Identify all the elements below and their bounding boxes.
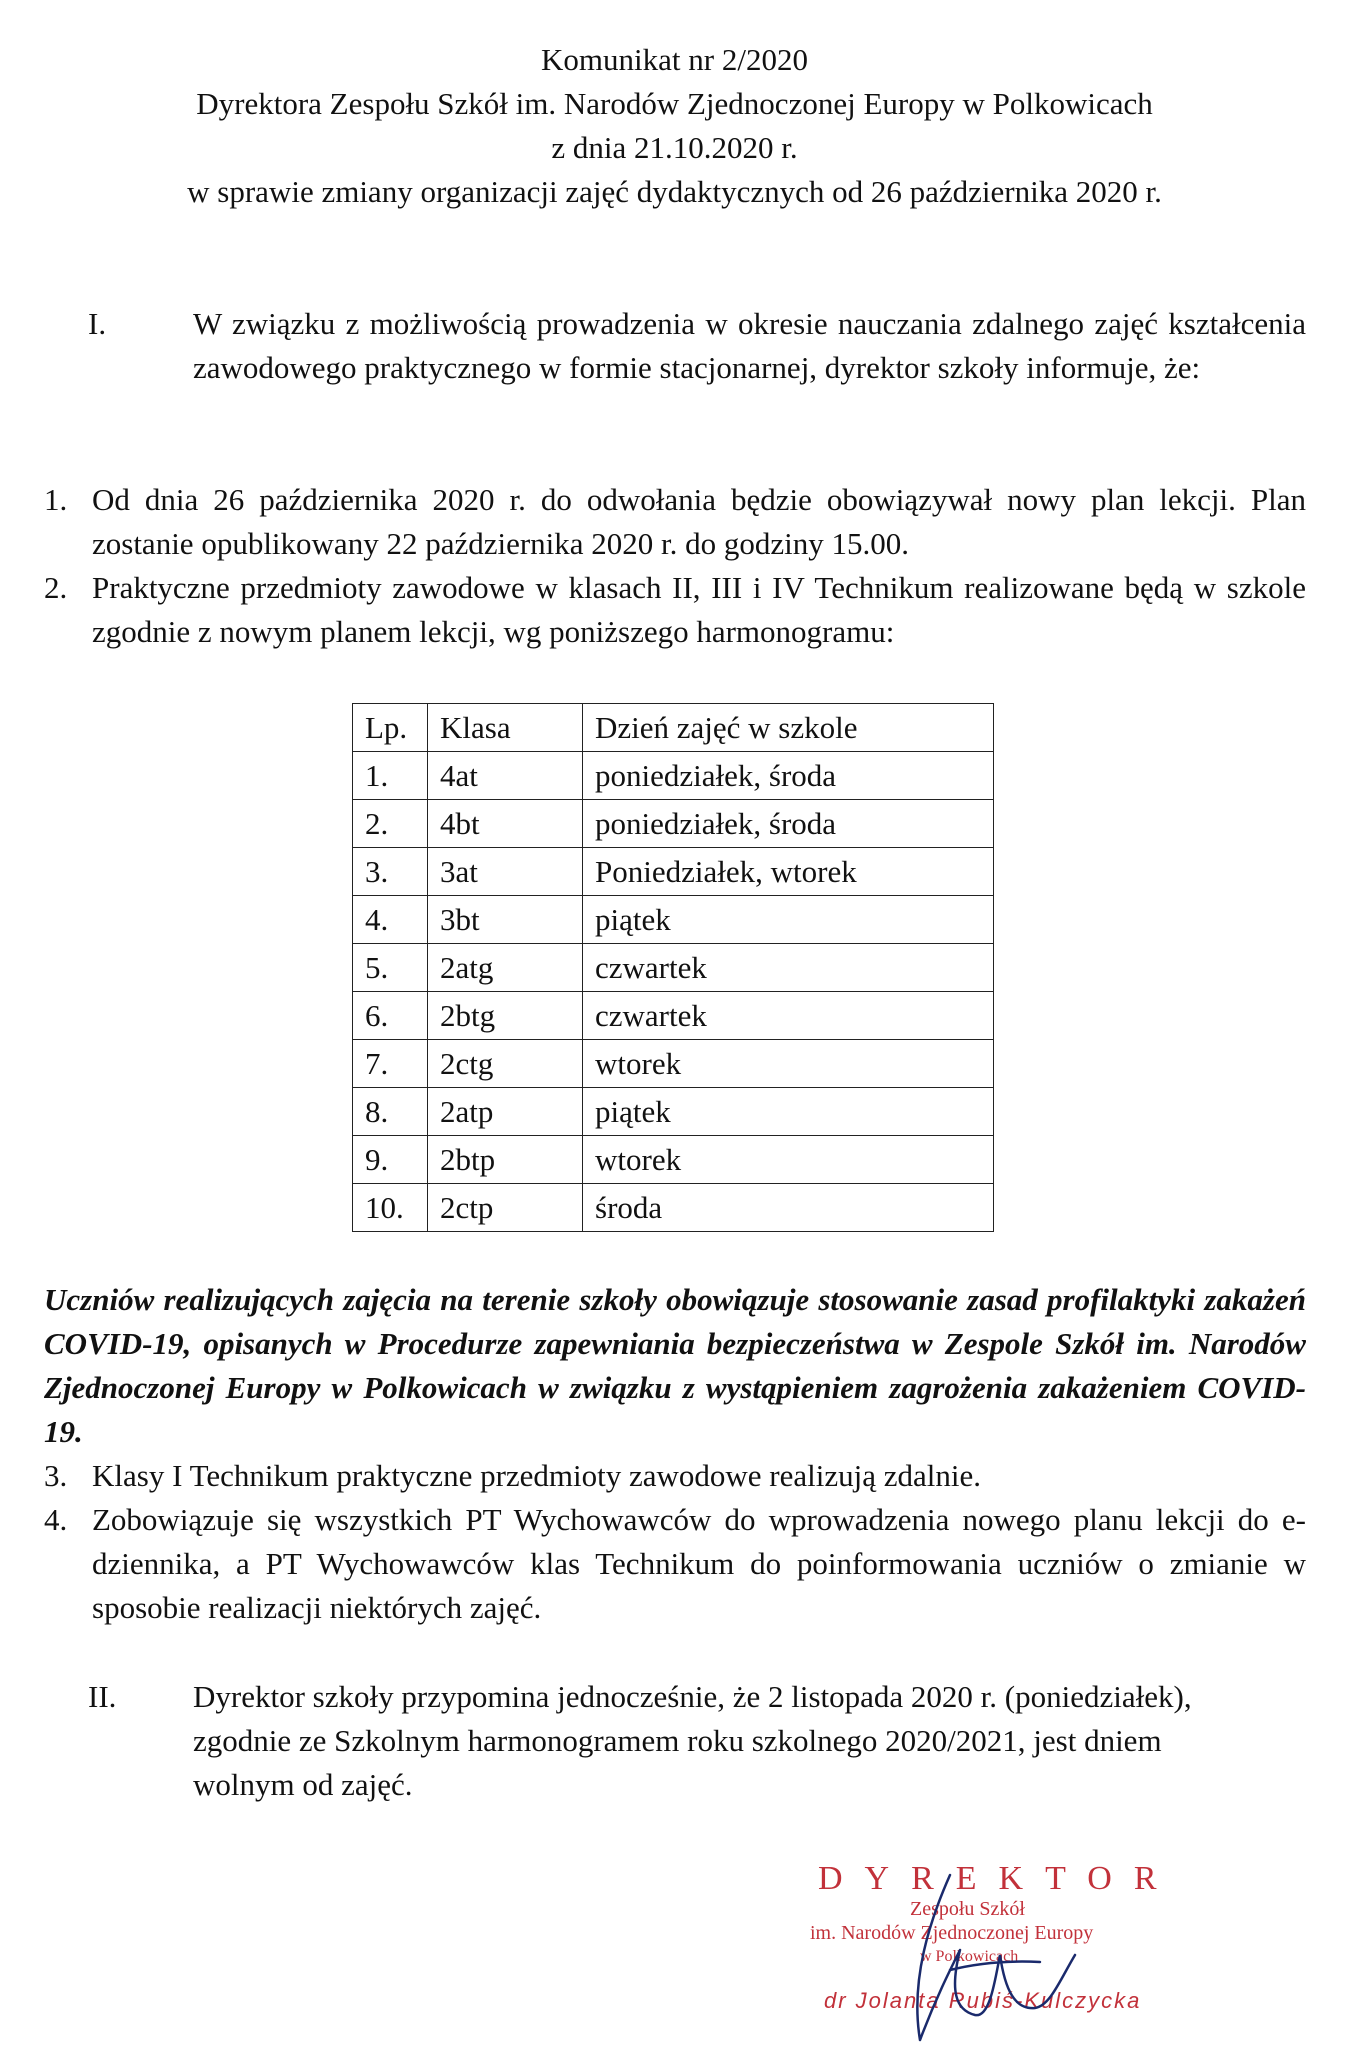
- table-row: [353, 800, 994, 848]
- schedule-table: [352, 703, 994, 1232]
- document-header: [0, 38, 1349, 214]
- table-header-row: [353, 704, 994, 752]
- list-item: [44, 566, 1306, 654]
- cell-lp: 10.: [353, 1184, 428, 1232]
- table-row: [353, 1088, 994, 1136]
- cell-klasa: 3bt: [428, 896, 583, 944]
- cell-dzien: Poniedziałek, wtorek: [583, 848, 994, 896]
- list-item-text: Praktyczne przedmioty zawodowe w klasach II, III i IV Technikum realizowane będą w szkole zgodnie z nowym planem lekcji, wg poniższego harmonogramu:: [92, 570, 1306, 649]
- list-items-1-2: [44, 478, 1306, 654]
- covid-note: Uczniów realizujących zajęcia na terenie szkoły obowiązuje stosowanie zasad profilaktyki zakażeń COVID-19, opisanych w Procedurze zapewniania bezpieczeństwa w Zespole Szkół im. Narodów Zjednoczonej Europy w Polkowicach w związku z wystąpieniem zagrożenia zakażeniem COVID-19.: [44, 1282, 1306, 1449]
- section-1-text: W związku z możliwością prowadzenia w okresie nauczania zdalnego zajęć kształcenia zawodowego praktycznego w formie stacjonarnej, dyrektor szkoły informuje, że:: [193, 306, 1306, 385]
- cell-klasa: 2btg: [428, 992, 583, 1040]
- list-item-text: Zobowiązuje się wszystkich PT Wychowawców do wprowadzenia nowego planu lekcji do e-dziennika, a PT Wychowawców klas Technikum do poinformowania uczniów o zmianie w sposobie realizacji niektórych zajęć.: [92, 1502, 1306, 1625]
- cell-klasa: 2ctp: [428, 1184, 583, 1232]
- cell-dzien: piątek: [583, 1088, 994, 1136]
- stamp-line-2: im. Narodów Zjednoczonej Europy: [810, 1922, 1094, 1944]
- list-item: [44, 478, 1306, 566]
- cell-lp: 4.: [353, 896, 428, 944]
- table-row: [353, 992, 994, 1040]
- cell-dzien: czwartek: [583, 992, 994, 1040]
- cell-klasa: 3at: [428, 848, 583, 896]
- cell-dzien: wtorek: [583, 1040, 994, 1088]
- list-item-text: Od dnia 26 października 2020 r. do odwołania będzie obowiązywał nowy plan lekcji. Plan zostanie opublikowany 22 października 2020 r. do godziny 15.00.: [92, 482, 1306, 561]
- cell-lp: 6.: [353, 992, 428, 1040]
- list-item-number: 1.: [44, 482, 68, 517]
- list-item: [44, 1498, 1306, 1630]
- list-items-3-4: [44, 1454, 1306, 1630]
- header-date: z dnia 21.10.2020 r.: [551, 130, 798, 165]
- cell-dzien: środa: [583, 1184, 994, 1232]
- list-item-number: 4.: [44, 1502, 68, 1537]
- stamp-line-1: Zespołu Szkół: [910, 1898, 1025, 1920]
- cell-dzien: piątek: [583, 896, 994, 944]
- table-row: [353, 752, 994, 800]
- cell-lp: 1.: [353, 752, 428, 800]
- cell-lp: 5.: [353, 944, 428, 992]
- stamp-name: dr Jolanta Rubiś-Kulczycka: [824, 1988, 1142, 2013]
- cell-klasa: 2atg: [428, 944, 583, 992]
- header-subject: w sprawie zmiany organizacji zajęć dydaktycznych od 26 października 2020 r.: [187, 174, 1162, 209]
- cell-lp: 8.: [353, 1088, 428, 1136]
- cell-lp: 9.: [353, 1136, 428, 1184]
- section-2: [88, 1675, 1306, 1815]
- section-2-text: Dyrektor szkoły przypomina jednocześnie, że 2 listopada 2020 r. (poniedziałek), zgodnie ze Szkolnym harmonogramem roku szkolnego 2020/2021, jest dniem wolnym od zajęć.: [193, 1679, 1192, 1802]
- stamp-title: DYREKTOR: [818, 1860, 1179, 1897]
- cell-klasa: 4bt: [428, 800, 583, 848]
- list-item-number: 3.: [44, 1458, 68, 1493]
- table-row: [353, 944, 994, 992]
- cell-dzien: poniedziałek, środa: [583, 752, 994, 800]
- cell-klasa: 2atp: [428, 1088, 583, 1136]
- column-header-klasa: Klasa: [428, 704, 583, 752]
- stamp-line-3: w Polkowicach: [920, 1948, 1019, 1965]
- list-item-number: 2.: [44, 570, 68, 605]
- list-item: [44, 1454, 1306, 1498]
- cell-lp: 7.: [353, 1040, 428, 1088]
- signature-icon: [800, 1860, 1200, 2060]
- column-header-lp: Lp.: [353, 704, 428, 752]
- cell-lp: 3.: [353, 848, 428, 896]
- cell-dzien: poniedziałek, środa: [583, 800, 994, 848]
- table-row: [353, 1136, 994, 1184]
- list-item-text: Klasy I Technikum praktyczne przedmioty zawodowe realizują zdalnie.: [92, 1458, 982, 1493]
- section-2-label: II.: [88, 1679, 117, 1714]
- cell-klasa: 4at: [428, 752, 583, 800]
- director-stamp: [800, 1860, 1200, 2060]
- cell-dzien: wtorek: [583, 1136, 994, 1184]
- cell-lp: 2.: [353, 800, 428, 848]
- header-title: Komunikat nr 2/2020: [541, 42, 808, 77]
- cell-dzien: czwartek: [583, 944, 994, 992]
- header-issuer: Dyrektora Zespołu Szkół im. Narodów Zjednoczonej Europy w Polkowicach: [196, 86, 1153, 121]
- table-row: [353, 848, 994, 896]
- cell-klasa: 2btp: [428, 1136, 583, 1184]
- column-header-dzien: Dzień zajęć w szkole: [583, 704, 994, 752]
- table-row: [353, 1040, 994, 1088]
- section-1-label: I.: [88, 306, 107, 341]
- cell-klasa: 2ctg: [428, 1040, 583, 1088]
- table-row: [353, 1184, 994, 1232]
- table-body: [353, 752, 994, 1232]
- table-row: [353, 896, 994, 944]
- section-1: [88, 302, 1306, 442]
